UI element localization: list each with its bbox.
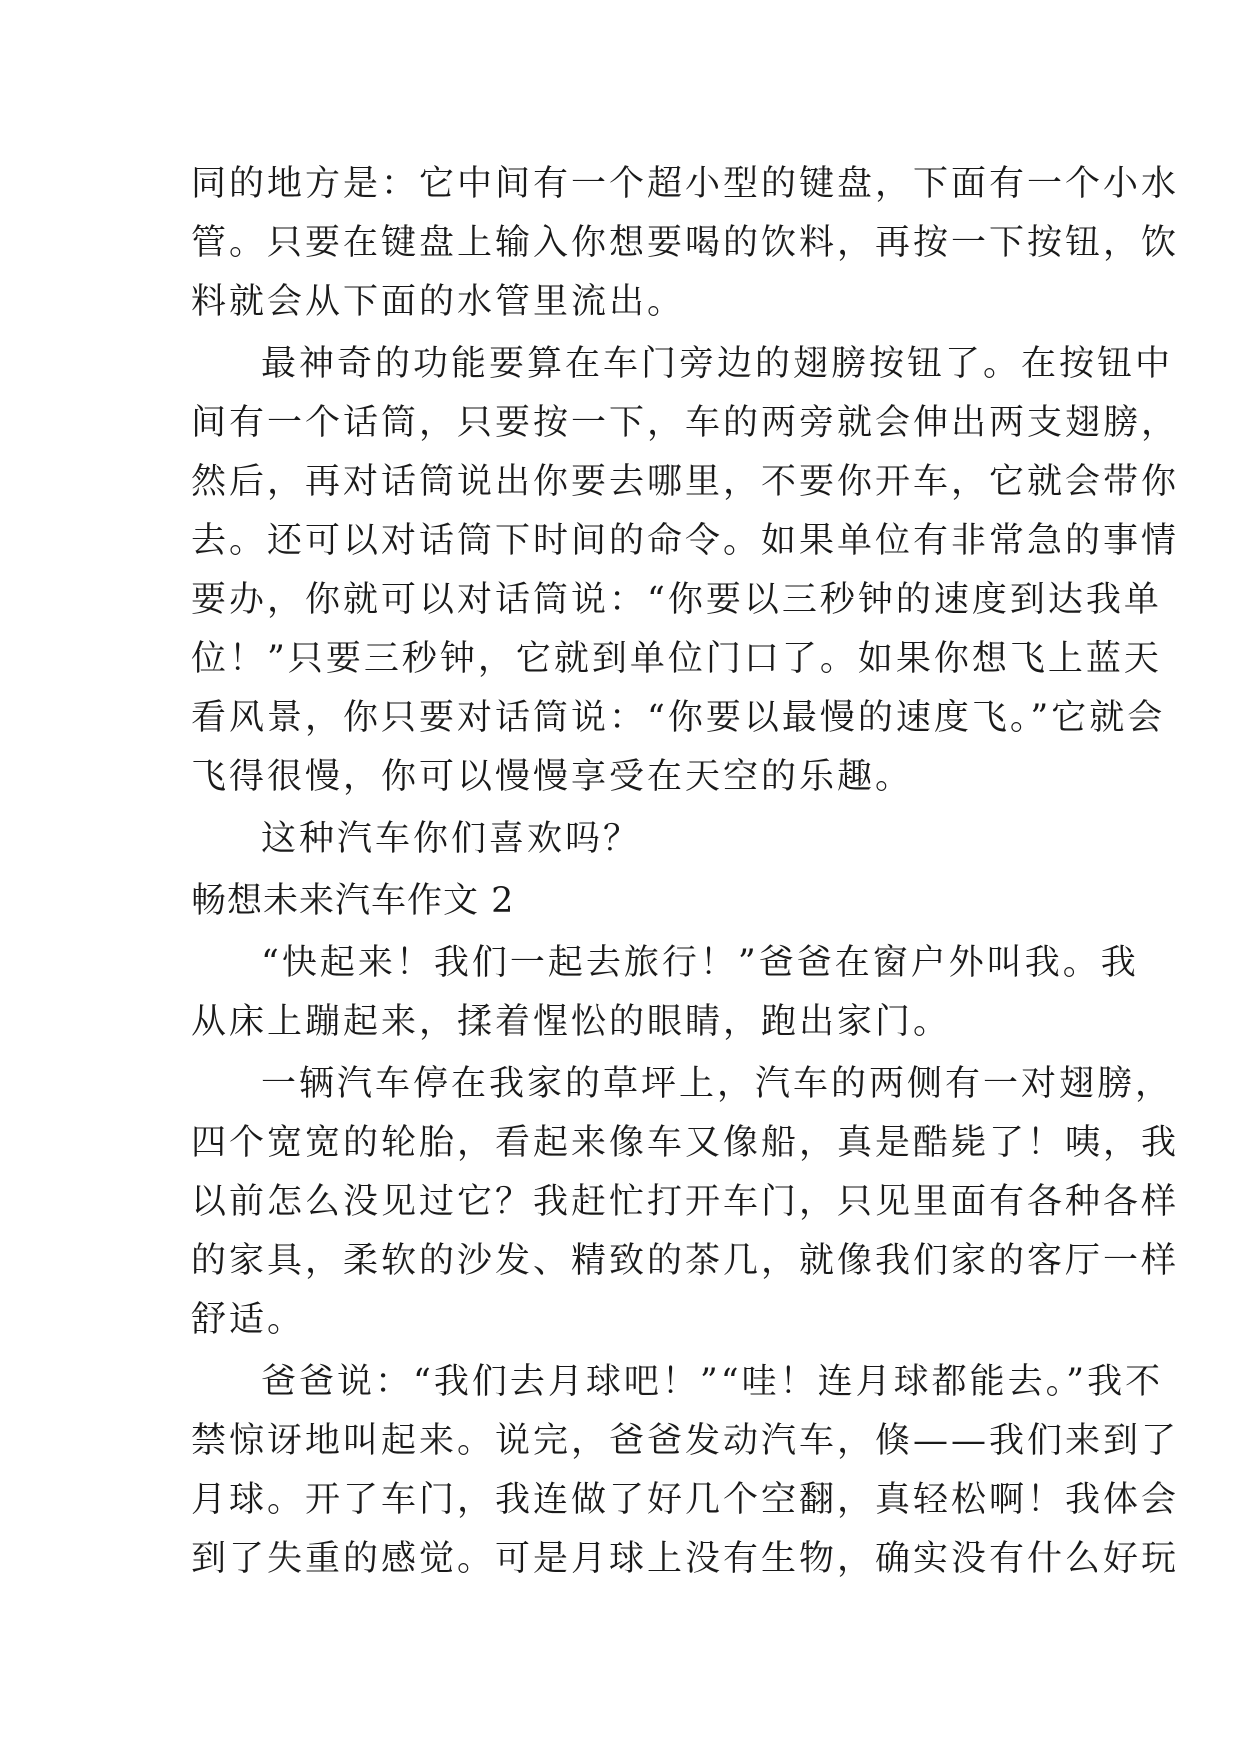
paragraph-line: 管。只要在键盘上输入你想要喝的饮料，再按一下按钮，饮 [191,223,1180,263]
paragraph-line: 的家具，柔软的沙发、精致的茶几，就像我们家的客厅一样 [191,1241,1180,1281]
paragraph-line: 最神奇的功能要算在车门旁边的翅膀按钮了。在按钮中 [261,344,1174,384]
paragraph [191,155,1180,332]
paragraph-line: “快起来！我们一起去旅行！”爸爸在窗户外叫我。我 [261,943,1139,983]
paragraph-line: 同的地方是：它中间有一个超小型的键盘，下面有一个小水 [191,164,1180,204]
heading-text: 畅想未来汽车作文 2 [191,881,515,921]
paragraph-line: 要办，你就可以对话筒说：“你要以三秒钟的速度到达我单 [191,580,1162,620]
document-body [191,155,1180,1592]
paragraph [191,1353,1180,1589]
paragraph-line: 四个宽宽的轮胎，看起来像车又像船，真是酷毙了！咦，我 [191,1123,1180,1163]
paragraph-line: 然后，再对话筒说出你要去哪里，不要你开车，它就会带你 [191,462,1180,502]
paragraph-line: 以前怎么没见过它？我赶忙打开车门，只见里面有各种各样 [191,1182,1180,1222]
paragraph [191,934,1139,1052]
paragraph-line: 舒适。 [191,1300,306,1340]
paragraph [191,1055,1180,1350]
section-heading [191,872,1051,931]
paragraph-line: 这种汽车你们喜欢吗？ [261,819,642,859]
paragraph-line: 月球。开了车门，我连做了好几个空翻，真轻松啊！我体会 [191,1480,1180,1520]
paragraph-line: 爸爸说：“我们去月球吧！”“哇！连月球都能去。”我不 [261,1362,1164,1402]
paragraph-line: 从床上蹦起来，揉着惺忪的眼睛，跑出家门。 [191,1002,952,1042]
paragraph-line: 飞得很慢，你可以慢慢享受在天空的乐趣。 [191,757,914,797]
paragraph-line: 到了失重的感觉。可是月球上没有生物，确实没有什么好玩 [191,1539,1180,1579]
paragraph-line: 位！”只要三秒钟，它就到单位门口了。如果你想飞上蓝天 [191,639,1162,679]
paragraph-line: 一辆汽车停在我家的草坪上，汽车的两侧有一对翅膀， [261,1064,1174,1104]
paragraph-line: 料就会从下面的水管里流出。 [191,282,686,322]
paragraph [191,810,1051,869]
paragraph [191,335,1180,807]
paragraph-line: 禁惊讶地叫起来。说完，爸爸发动汽车，倏——我们来到了 [191,1421,1180,1461]
paragraph-line: 间有一个话筒，只要按一下，车的两旁就会伸出两支翅膀， [191,403,1180,443]
paragraph-line: 看风景，你只要对话筒说：“你要以最慢的速度飞。”它就会 [191,698,1166,738]
paragraph-line: 去。还可以对话筒下时间的命令。如果单位有非常急的事情 [191,521,1180,561]
